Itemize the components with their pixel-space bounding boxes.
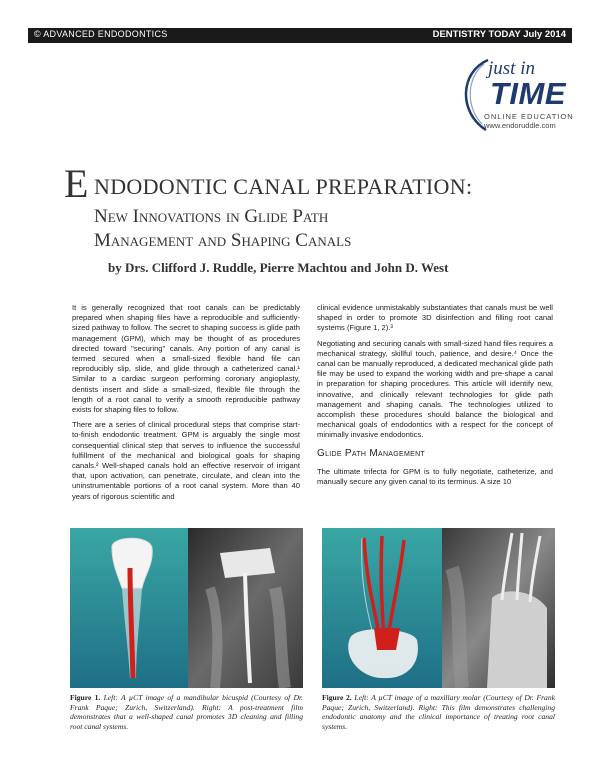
header-right: DENTISTRY TODAY July 2014	[432, 29, 566, 40]
just-in-time-logo[interactable]	[448, 52, 578, 142]
title-drop-cap: E	[64, 161, 89, 206]
figure-1-caption-text: Left: A µCT image of a mandibular bicuspid (Courtesy of Dr. Frank Paque; Zurich, Switzerland). Right: A post-treatment film demonstrates that a well-shaped canal promotes 3D cleaning and filling root canal systems.	[70, 693, 303, 731]
section-heading: Glide Path Management	[317, 447, 426, 459]
figure-2	[322, 528, 555, 688]
title-line-3: Management and Shaping Canals	[94, 230, 352, 251]
figure-2-label: Figure 2.	[322, 693, 352, 702]
paragraph: Negotiating and securing canals with small-sized hand files requires a mechanical strategy, skillful touch, patience, and desire.⁴ Once the canal can be manually reproduced, a dedicated mechanical glide path file may be used to expand the working width and pre-shape a canal in preparation for shaping procedures. This article will identify new, innovative, and clinically relevant technologies for glide path management and shaping canals. The technologies utilized to accomplish these procedures should balance the biological and mechanical goals of endodontics with a respect for the concept of minimally invasive endodontics.	[317, 338, 553, 440]
logo-url: www.endoruddle.com	[484, 121, 556, 130]
figure-1	[70, 528, 303, 688]
header-bar	[28, 28, 572, 43]
logo-tagline: ONLINE EDUCATION	[484, 112, 574, 121]
figure-1-caption	[70, 693, 303, 731]
figure-1-image	[70, 528, 303, 688]
figure-2-caption-text: Left: A µCT image of a maxillary molar (Courtesy of Dr. Frank Paque; Zurich, Switzerland). Right: This film demonstrates challenging endodontic anatomy and the clinical importance of treating root canal systems.	[322, 693, 556, 731]
figure-2-caption	[322, 693, 555, 731]
figure-1-label: Figure 1.	[70, 693, 101, 702]
byline: by Drs. Clifford J. Ruddle, Pierre Machtou and John D. West	[108, 260, 449, 275]
paragraph: The ultimate trifecta for GPM is to fully negotiate, catheterize, and manually secure any given canal to its terminus. A size 10	[317, 466, 553, 487]
column-left	[72, 303, 300, 507]
logo-time: TIME	[490, 76, 567, 111]
column-right	[317, 303, 553, 492]
figure-2-image	[322, 528, 555, 688]
paragraph: It is generally recognized that root canals can be predictably prepared when shaping files have a reproducible and sufficiently-sized pathway to follow. The secret to shaping success is glide path management (GPM), which may be thought of as procedures directed toward "securing" canals. Any portion of any canal is termed secured when a small-sized flexible hand file can reproducibly slip, slide, and glide through a catheterized canal.¹ Similar to a cardiac surgeon performing coronary angioplasty, dentists insert and slide a small-sized, flexible file through the length of a root canal to verify a smooth reproducible pathway exists for shaping files to follow.	[72, 303, 300, 415]
title-line-1: NDODONTIC CANAL PREPARATION:	[94, 174, 473, 199]
paragraph: clinical evidence unmistakably substantiates that canals must be well shaped in order to promote 3D disinfection and filling root canal systems (Figure 1, 2).³	[317, 303, 553, 333]
title-line-2: New Innovations in Glide Path	[94, 206, 329, 227]
logo-just-in: just in	[488, 58, 535, 79]
header-left: © ADVANCED ENDODONTICS	[34, 29, 168, 39]
paragraph: There are a series of clinical procedural steps that comprise start-to-finish endodontic treatment. GPM is arguably the single most consequential clinical step that serves to influence the successful fulfillment of the mechanical and biological goals for shaping canals.² Well-shaped canals hold an effective reservoir of irrigant that, upon activation, can penetrate, circulate, and clean into the uninstrumentable portions of a root canal system. More than 40 years of rigorous scientific and	[72, 420, 300, 501]
